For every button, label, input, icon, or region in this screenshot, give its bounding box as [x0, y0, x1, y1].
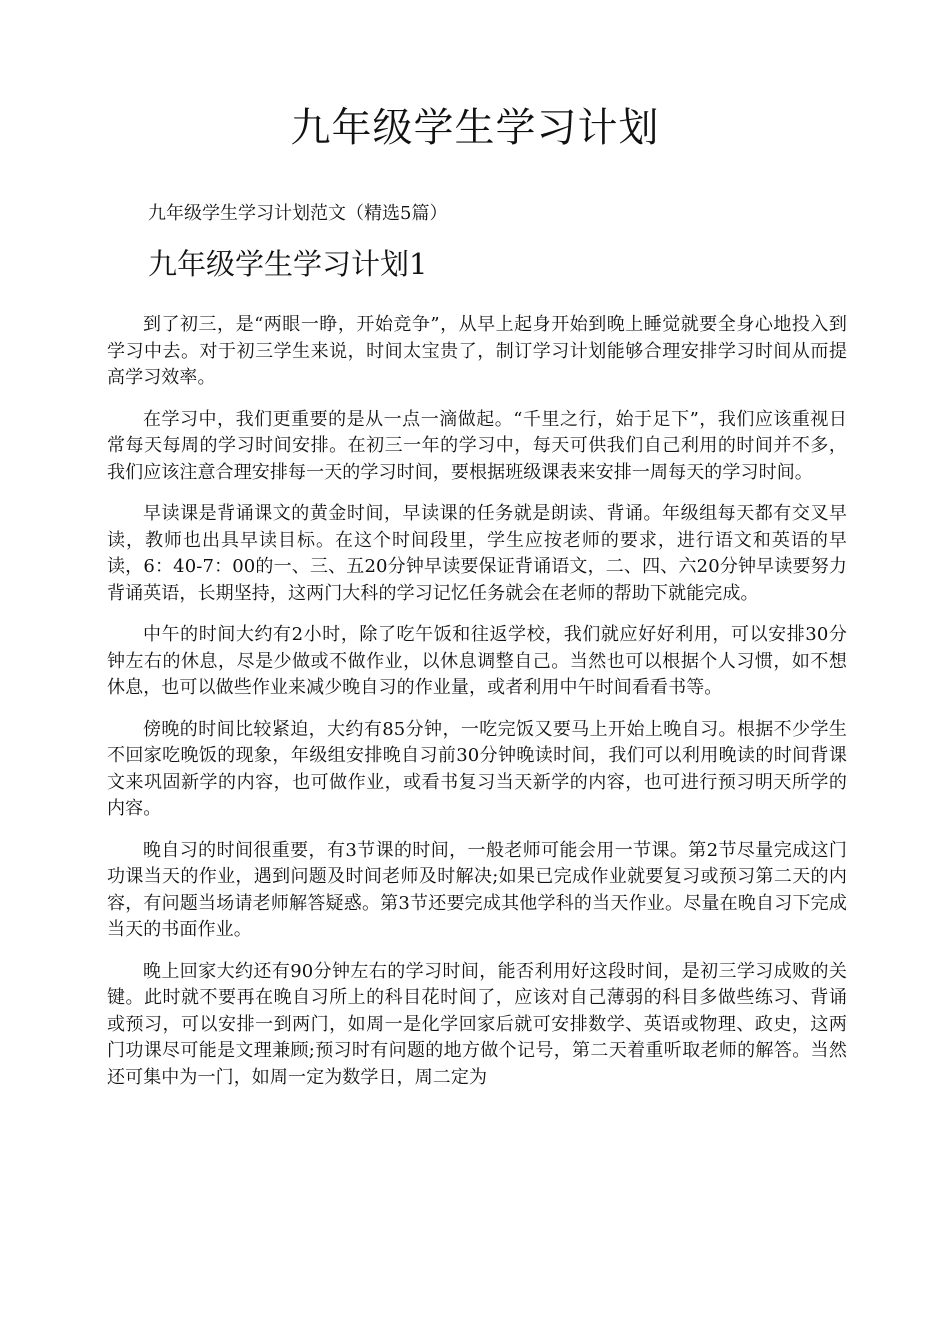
- paragraph: 在学习中，我们更重要的是从一点一滴做起。“千里之行，始于足下”，我们应该重视日常每天每周的学习时间安排。在初三一年的学习中，每天可供我们自己利用的时间并不多，我们应该注意合理安排每一天的学习时间，要根据班级课表来安排一周每天的学习时间。: [107, 408, 847, 483]
- document-title: 九年级学生学习计划: [290, 105, 660, 151]
- body-text: [107, 312, 847, 1106]
- document-subtitle: 九年级学生学习计划范文（精选5篇）: [148, 203, 448, 224]
- paragraph: 晚上回家大约还有90分钟左右的学习时间，能否利用好这段时间，是初三学习成败的关键。此时就不要再在晚自习所上的科目花时间了，应该对自己薄弱的科目多做些练习、背诵或预习，可以安排一到两门，如周一是化学回家后就可安排数学、英语或物理、政史，这两门功课尽可能是文理兼顾;预习时有问题的地方做个记号，第二天着重听取老师的解答。当然还可集中为一门，如周一定为数学日，周二定为: [107, 960, 847, 1088]
- section-heading: 九年级学生学习计划1: [148, 247, 428, 281]
- paragraph: 傍晚的时间比较紧迫，大约有85分钟，一吃完饭又要马上开始上晚自习。根据不少学生不回家吃晚饭的现象，年级组安排晚自习前30分钟晚读时间，我们可以利用晚读的时间背课文来巩固新学的内容，也可做作业，或看书复习当天新学的内容，也可进行预习明天所学的内容。: [107, 718, 847, 819]
- paragraph: 晚自习的时间很重要，有3节课的时间，一般老师可能会用一节课。第2节尽量完成这门功课当天的作业，遇到问题及时间老师及时解决;如果已完成作业就要复习或预习第二天的内容，有问题当场请老师解答疑惑。第3节还要完成其他学科的当天作业。尽量在晚自习下完成当天的书面作业。: [107, 839, 847, 940]
- paragraph: 中午的时间大约有2小时，除了吃午饭和往返学校，我们就应好好利用，可以安排30分钟左右的休息，尽是少做或不做作业，以休息调整自己。当然也可以根据个人习惯，如不想休息，也可以做些作业来减少晚自习的作业量，或者利用中午时间看看书等。: [107, 624, 847, 698]
- paragraph: 早读课是背诵课文的黄金时间，早读课的任务就是朗读、背诵。年级组每天都有交叉早读，教师也出具早读目标。在这个时间段里，学生应按老师的要求，进行语文和英语的早读，6：40-7：00的一、三、五20分钟早读要保证背诵语文，二、四、六20分钟早读要努力背诵英语，长期坚持，这两门大科的学习记忆任务就会在老师的帮助下就能完成。: [107, 503, 847, 604]
- paragraph: 到了初三，是“两眼一睁，开始竞争”，从早上起身开始到晚上睡觉就要全身心地投入到学习中去。对于初三学生来说，时间太宝贵了，制订学习计划能够合理安排学习时间从而提高学习效率。: [107, 314, 847, 388]
